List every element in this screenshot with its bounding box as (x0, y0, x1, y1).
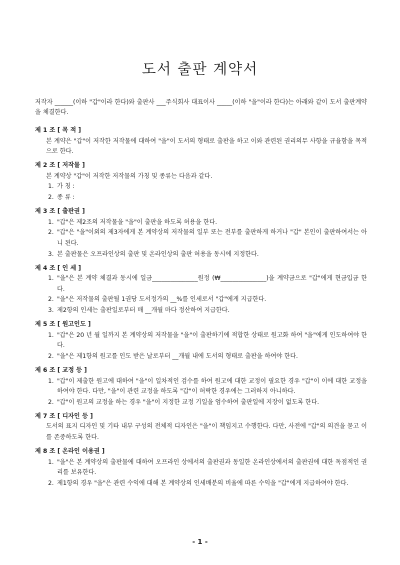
article-title: 제 4 조 [ 인 세 ] (35, 264, 82, 272)
item-text: 종 류 : (57, 194, 75, 202)
list-item (35, 331, 367, 352)
item-text: 가 칭 : (57, 183, 75, 191)
list-item (35, 479, 367, 490)
list-item (35, 398, 367, 409)
intro-paragraph: 저작자 ______(이하 "갑"이라 한다)와 출판사 ___주식회사 대표이사 _____(이하 "을"이라 한다)는 아래와 같이 도서 출판계약을 체결한다. (35, 99, 367, 116)
list-item (35, 218, 367, 229)
article-title: 제 2 조 [ 저작물 ] (35, 162, 85, 170)
article-paragraph: 본 계약은 "갑"이 저작한 저작물에 대하여 "을"이 도서의 형태로 출판을 하고 이와 관련된 권리의무 사항을 규율함을 목적으로 한다. (46, 137, 367, 156)
item-text: 제2항의 인세는 출판일로부터 매 __개월 마다 정산하여 지급한다. (57, 307, 230, 314)
list-item (35, 274, 367, 295)
item-number: 3. (48, 307, 54, 314)
item-text: "을"은 본 계약상의 출판물에 대하여 오프라인 상에서의 출판권과 동일한 온라인상에서의 출판권에 대한 독점적인 권리를 보유한다. (57, 458, 367, 477)
item-number: 1. (48, 331, 54, 339)
list-item (35, 182, 367, 193)
item-number: 2. (48, 229, 54, 237)
article (35, 366, 367, 408)
article-item-list (35, 274, 367, 316)
item-text: 제1항의 경우 "을"은 관련 수익에 대해 본 계약상의 인세배분의 비율에 따른 수익을 "갑"에게 지급하여야 한다. (57, 479, 349, 487)
article-paragraph: 본 계약상 "갑"이 저작한 저작물의 가칭 및 종류는 다음과 같다. (46, 172, 213, 180)
item-text: "을"은 저작물의 출판될 1권당 도서정가의 __%를 인세로서 "갑"에게 지급한다. (57, 296, 267, 304)
document-title: 도서 출판 계약서 (141, 62, 259, 78)
article-title: 제 3 조 [ 출판권 ] (35, 208, 85, 216)
list-item (35, 193, 367, 204)
article-item-list (35, 377, 367, 409)
item-number: 1. (48, 183, 54, 191)
item-text: "갑"이 제출한 원고에 대하여 "을"이 일차적인 검수를 하여 원고에 대한 교정이 필요한 경우 "갑"이 이에 대한 교정을 하여야 한다. 다만, "을"이 관련 교정을 하도록 "갑"이 허락한 경우에는 그러하지 아니하다. (57, 377, 367, 396)
item-text: "갑"은 "을"이외의 제3자에게 본 계약상의 저작물의 일부 또는 전부를 출판하게 하거나 "갑" 본인이 출판하여서는 아니 된다. (57, 229, 367, 247)
list-item (35, 352, 367, 363)
item-text: "갑"은 제2조의 저작물을 "을"이 출판을 하도록 허용을 한다. (57, 218, 218, 226)
article-item-list (35, 182, 367, 203)
articles-section (35, 126, 367, 490)
list-item (35, 295, 367, 306)
item-number: 2. (48, 352, 54, 360)
item-text: "을"은 본 계약 체결과 동시에 일금_______________원정 (₩_______________)을 계약금으로 "갑"에게 현금입금 한다. (57, 275, 367, 293)
item-text: "을"은 제1항의 원고를 인도 받은 날로부터 __개월 내에 도서의 형태로 출판을 하여야 한다. (57, 352, 298, 360)
article-item-list (35, 458, 367, 490)
item-number: 2. (48, 194, 54, 202)
article (35, 126, 367, 158)
item-number: 3. (48, 250, 54, 258)
article-title: 제 5 조 [ 원고인도 ] (35, 321, 91, 329)
article-title: 제 6 조 [ 교정 등 ] (35, 366, 87, 374)
article (35, 207, 367, 260)
article-title: 제 1 조 [ 목 적 ] (35, 127, 82, 134)
article-paragraph: 도서의 표지 디자인 및 기타 내부 구성의 전체적 디자인은 "을"이 책임지고 수행한다. 다만, 사전에 "갑"의 의견을 묻고 이를 존중하도록 한다. (46, 423, 367, 442)
item-text: "갑"은 20 년 월 일까지 본 계약상의 저작물을 "을"이 출판하기에 적합한 상태로 원고화 하여 "을"에게 인도하여야 한다. (57, 331, 367, 350)
article-title: 제 7 조 [ 디자인 등 ] (35, 412, 93, 420)
list-item (35, 377, 367, 398)
item-number: 2. (48, 398, 54, 406)
article (35, 447, 367, 489)
article-item-list (35, 218, 367, 260)
article-title: 제 8 조 [ 온라인 이용권 ] (35, 448, 105, 456)
list-item (35, 228, 367, 249)
list-item (35, 250, 367, 261)
item-number: 1. (48, 377, 54, 385)
article-item-list (35, 331, 367, 363)
item-number: 2. (48, 479, 54, 487)
list-item (35, 306, 367, 317)
item-number: 1. (48, 458, 54, 466)
article (35, 412, 367, 444)
item-number: 2. (48, 296, 54, 304)
item-number: 1. (48, 218, 54, 226)
article (35, 264, 367, 317)
item-text: "갑"이 원고의 교정을 하는 경우 "을"이 지정한 교정 기일을 엄수하여 출판일에 지장이 없도록 한다. (57, 398, 320, 406)
article (35, 161, 367, 203)
item-number: 1. (48, 275, 54, 283)
item-text: 본 출판물은 오프라인상의 출판 및 온라인상의 출판 허용을 동시에 지정한다. (57, 250, 259, 258)
page-number: - 1 - (192, 538, 208, 546)
article (35, 320, 367, 362)
list-item (35, 458, 367, 479)
